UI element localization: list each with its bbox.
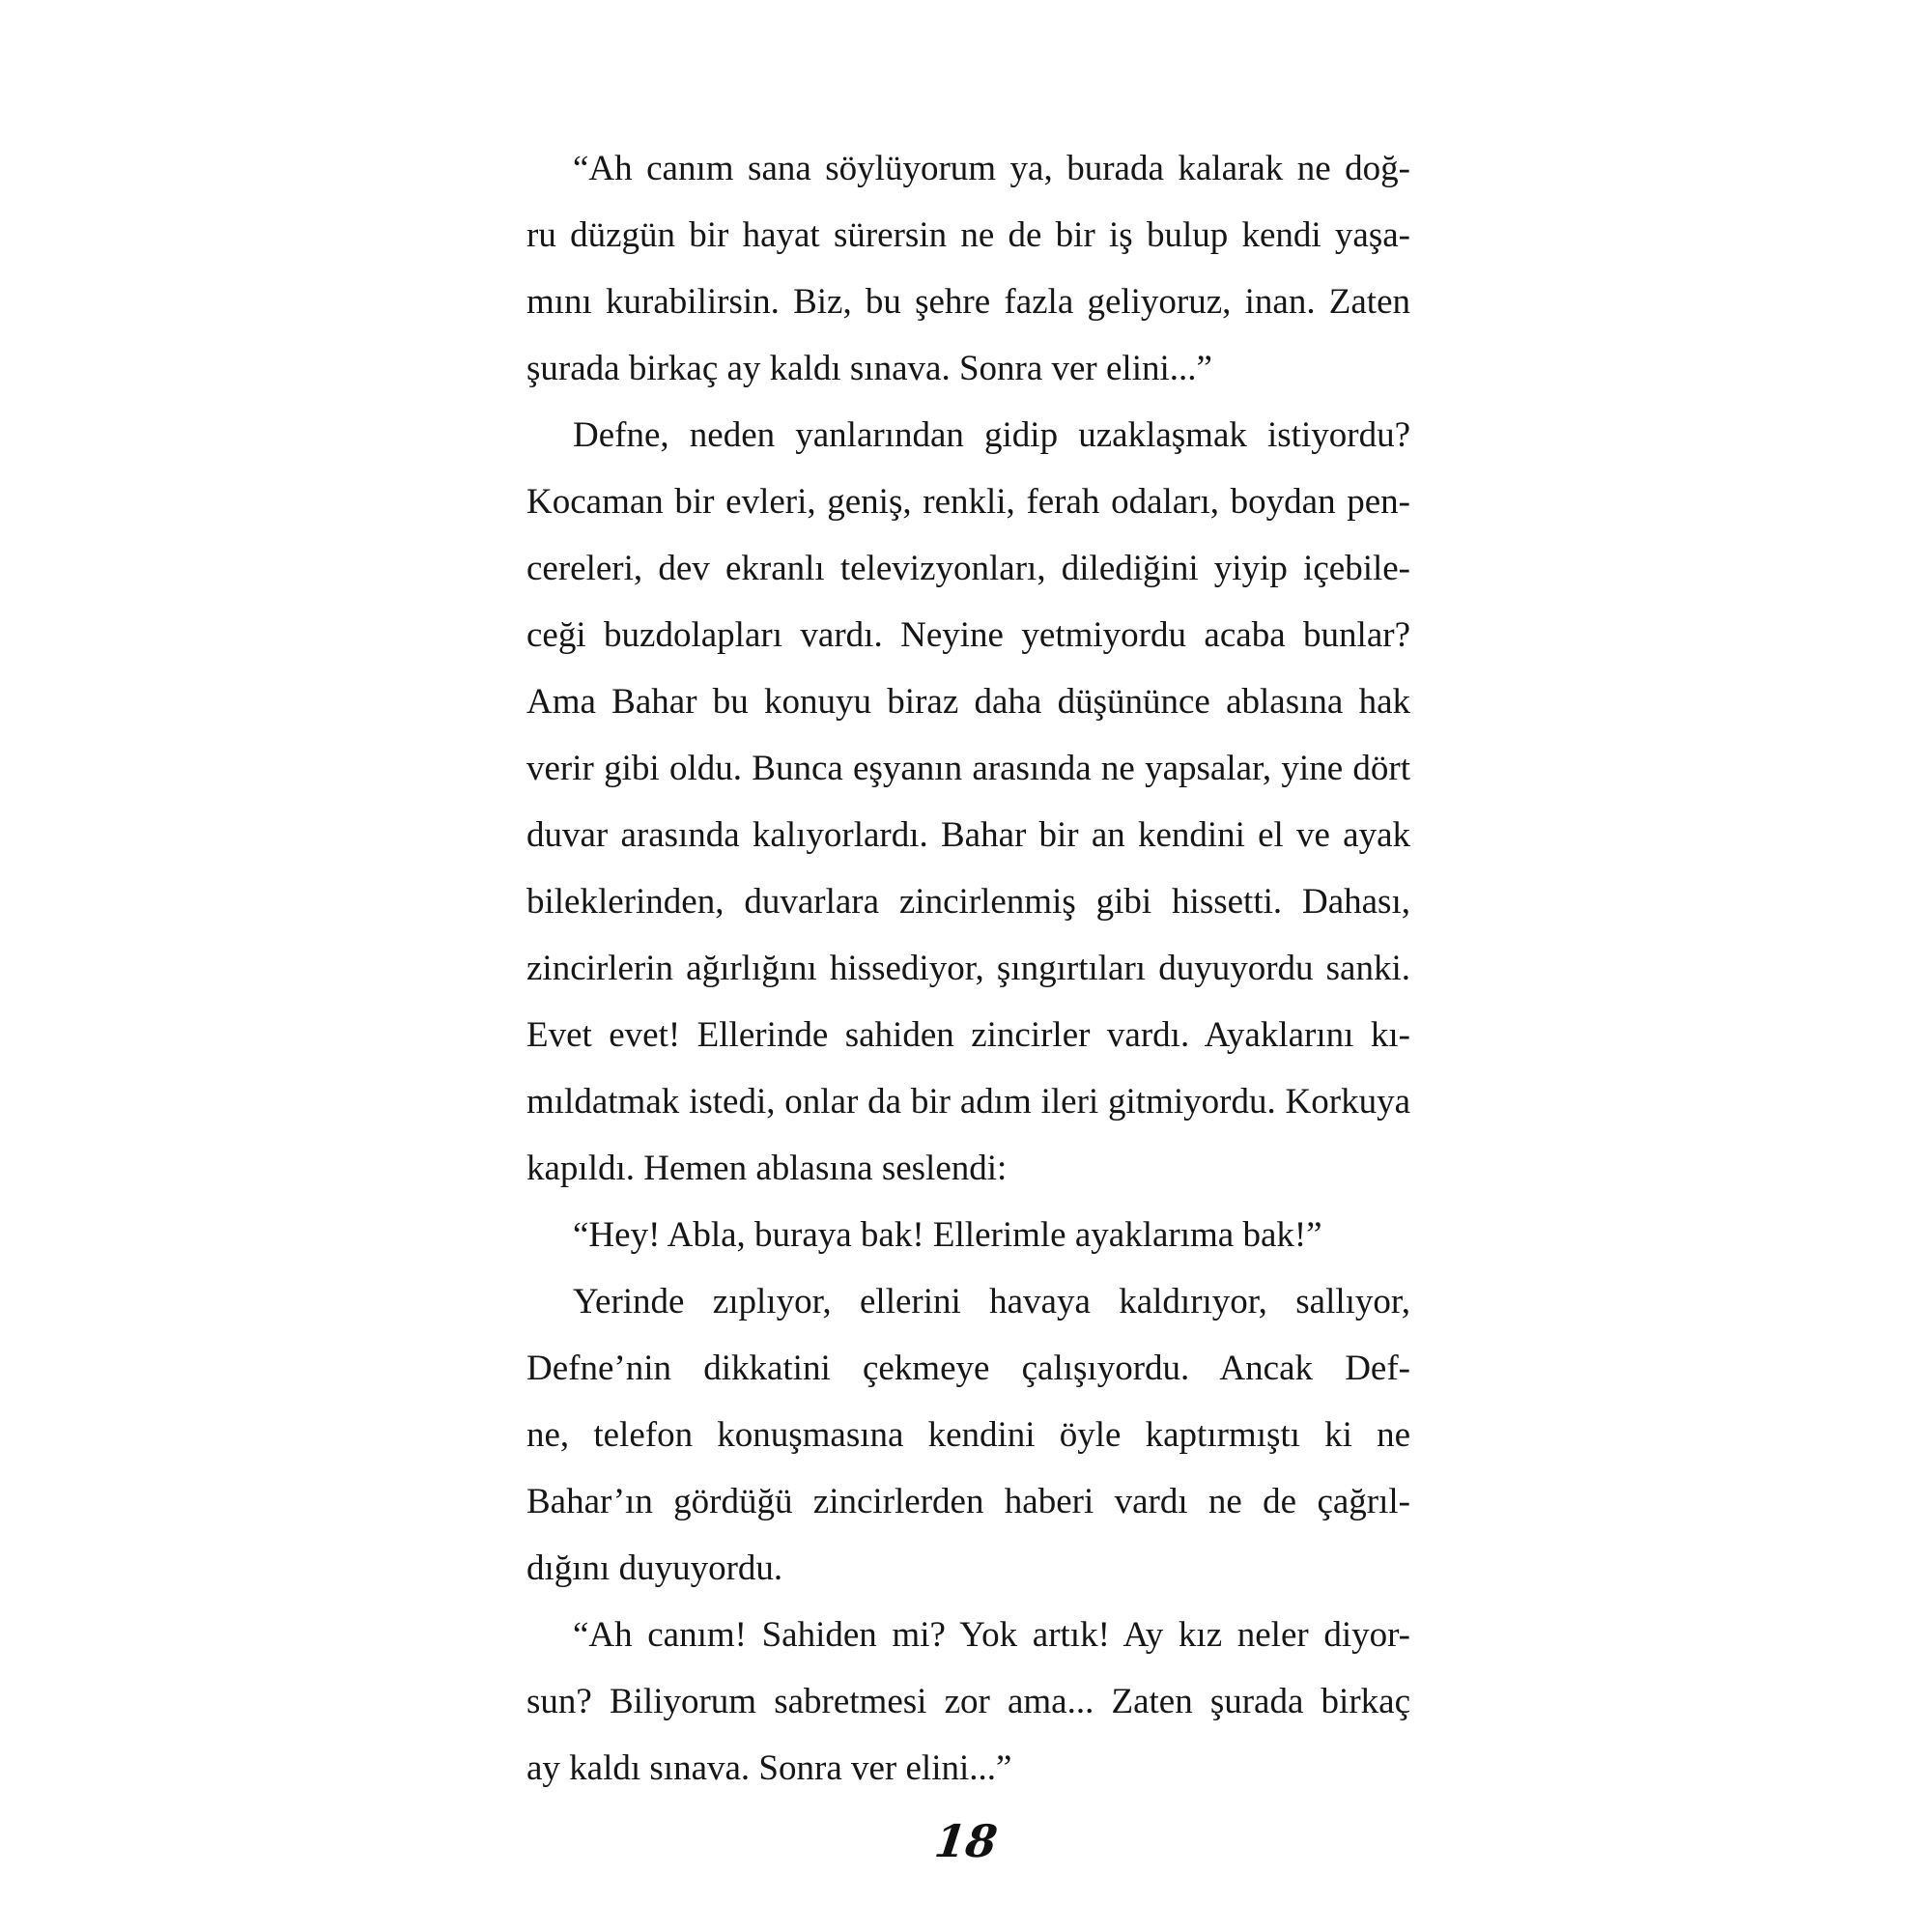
text-line: “Hey! Abla, buraya bak! Ellerimle ayaklarıma bak!” bbox=[573, 1215, 1322, 1255]
paragraph bbox=[526, 135, 1410, 402]
text-line: Defne’nin dikkatini çekmeye çalışıyordu. Ancak Def- bbox=[526, 1349, 1410, 1388]
paragraph bbox=[526, 402, 1410, 1202]
text-line: sun? Biliyorum sabretmesi zor ama... Zaten şurada birkaç bbox=[526, 1682, 1410, 1721]
text-line: “Ah canım sana söylüyorum ya, burada kalarak ne doğ- bbox=[573, 149, 1410, 188]
paragraph bbox=[526, 1202, 1410, 1268]
text-line: verir gibi oldu. Bunca eşyanın arasında ne yapsalar, yine dört bbox=[526, 749, 1410, 788]
text-line: Evet evet! Ellerinde sahiden zincirler vardı. Ayaklarını kı- bbox=[526, 1015, 1410, 1055]
text-line: mını kurabilirsin. Biz, bu şehre fazla geliyoruz, inan. Zaten bbox=[526, 282, 1410, 322]
text-line: Defne, neden yanlarından gidip uzaklaşmak istiyordu? bbox=[573, 415, 1410, 455]
text-line: ceği buzdolapları vardı. Neyine yetmiyordu acaba bunlar? bbox=[526, 615, 1410, 655]
text-line: zincirlerin ağırlığını hissediyor, şıngırtıları duyuyordu sanki. bbox=[526, 949, 1410, 988]
text-line: duvar arasında kalıyorlardı. Bahar bir an kendini el ve ayak bbox=[526, 815, 1410, 855]
paragraph bbox=[526, 1602, 1410, 1802]
text-line: bileklerinden, duvarlara zincirlenmiş gibi hissetti. Dahası, bbox=[526, 882, 1410, 922]
text-line: ay kaldı sınava. Sonra ver elini...” bbox=[526, 1748, 1012, 1788]
paragraph bbox=[526, 1268, 1410, 1602]
page-number: 18 bbox=[931, 1815, 1001, 1867]
text-line: Yerinde zıplıyor, ellerini havaya kaldırıyor, sallıyor, bbox=[573, 1282, 1410, 1321]
text-line: ne, telefon konuşmasına kendini öyle kaptırmıştı ki ne bbox=[526, 1415, 1410, 1455]
text-line: kapıldı. Hemen ablasına seslendi: bbox=[526, 1149, 1008, 1188]
text-line: Ama Bahar bu konuyu biraz daha düşününce ablasına hak bbox=[526, 682, 1410, 722]
text-line: mıldatmak istedi, onlar da bir adım ileri gitmiyordu. Korkuya bbox=[526, 1082, 1410, 1122]
text-line: ru düzgün bir hayat sürersin ne de bir iş bulup kendi yaşa- bbox=[526, 215, 1410, 255]
text-line: “Ah canım! Sahiden mi? Yok artık! Ay kız neler diyor- bbox=[573, 1615, 1410, 1655]
text-line: cereleri, dev ekranlı televizyonları, dilediğini yiyip içebile- bbox=[526, 549, 1410, 588]
text-line: Kocaman bir evleri, geniş, renkli, ferah odaları, boydan pen- bbox=[526, 482, 1410, 522]
text-line: şurada birkaç ay kaldı sınava. Sonra ver elini...” bbox=[526, 349, 1212, 388]
page-text bbox=[526, 135, 1410, 1802]
text-line: Bahar’ın gördüğü zincirlerden haberi vardı ne de çağrıl- bbox=[526, 1482, 1410, 1521]
text-line: dığını duyuyordu. bbox=[526, 1548, 783, 1588]
